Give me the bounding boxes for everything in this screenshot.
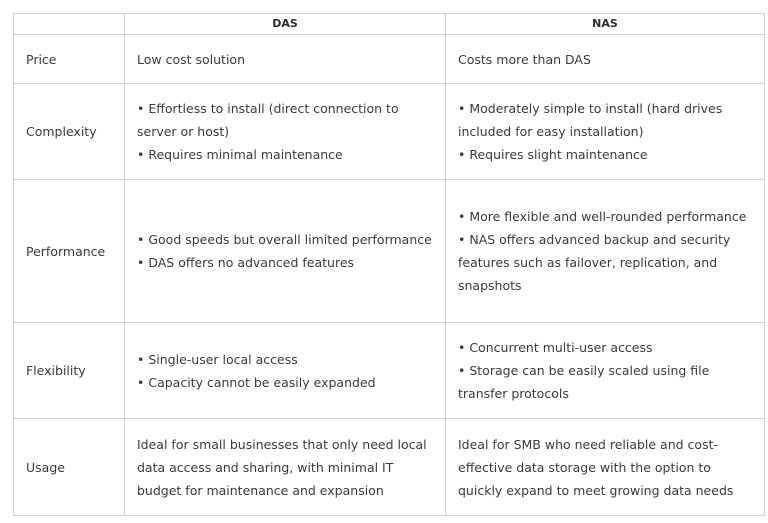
nas-price-text: Costs more than DAS bbox=[458, 51, 591, 67]
nas-flexibility-bullet-2: • Storage can be easily scaled using file transfer protocols bbox=[458, 363, 710, 401]
das-price-text: Low cost solution bbox=[137, 51, 245, 67]
header-nas: NAS bbox=[446, 14, 765, 35]
nas-complexity-bullet-1: • Moderately simple to install (hard drives included for easy installation) bbox=[458, 101, 723, 139]
das-complexity-bullet-1: • Effortless to install (direct connection to server or host) bbox=[137, 101, 399, 139]
header-empty-cell bbox=[14, 14, 125, 35]
table-row-price bbox=[14, 35, 765, 84]
row-label-complexity: Complexity bbox=[14, 84, 125, 180]
row-label-price: Price bbox=[14, 35, 125, 84]
das-vs-nas-comparison-table bbox=[13, 13, 765, 516]
das-price-cell bbox=[125, 35, 446, 84]
das-usage-text: Ideal for small businesses that only need local data access and sharing, with minimal IT budget for maintenance and expansion bbox=[137, 436, 427, 498]
das-flexibility-cell bbox=[125, 323, 446, 419]
table-header-row bbox=[14, 14, 765, 35]
das-performance-bullet-2: • DAS offers no advanced features bbox=[137, 255, 355, 270]
nas-flexibility-bullet-1: • Concurrent multi-user access bbox=[458, 340, 653, 355]
row-label-flexibility: Flexibility bbox=[14, 323, 125, 419]
nas-usage-cell bbox=[446, 419, 765, 516]
row-label-usage: Usage bbox=[14, 419, 125, 516]
nas-performance-bullet-2: • NAS offers advanced backup and security features such as failover, replication, and snapshots bbox=[458, 232, 731, 293]
nas-price-cell bbox=[446, 35, 765, 84]
comparison-table-container bbox=[13, 13, 764, 516]
das-complexity-cell bbox=[125, 84, 446, 180]
das-complexity-bullet-2: • Requires minimal maintenance bbox=[137, 147, 343, 162]
header-das: DAS bbox=[125, 14, 446, 35]
das-performance-bullet-1: • Good speeds but overall limited performance bbox=[137, 232, 432, 247]
nas-usage-text: Ideal for SMB who need reliable and cost-effective data storage with the option to quickly expand to meet growing data needs bbox=[458, 436, 734, 498]
das-usage-cell bbox=[125, 419, 446, 516]
das-flexibility-bullet-2: • Capacity cannot be easily expanded bbox=[137, 374, 376, 390]
table-row-complexity bbox=[14, 84, 765, 180]
nas-complexity-bullet-2: • Requires slight maintenance bbox=[458, 147, 648, 162]
table-row-flexibility bbox=[14, 323, 765, 419]
das-performance-cell bbox=[125, 180, 446, 323]
nas-performance-cell bbox=[446, 180, 765, 323]
das-flexibility-bullet-1: • Single-user local access bbox=[137, 351, 298, 367]
nas-complexity-cell bbox=[446, 84, 765, 180]
nas-performance-bullet-1: • More flexible and well-rounded performance bbox=[458, 209, 747, 224]
nas-flexibility-cell bbox=[446, 323, 765, 419]
row-label-performance: Performance bbox=[14, 180, 125, 323]
table-row-usage bbox=[14, 419, 765, 516]
table-row-performance bbox=[14, 180, 765, 323]
